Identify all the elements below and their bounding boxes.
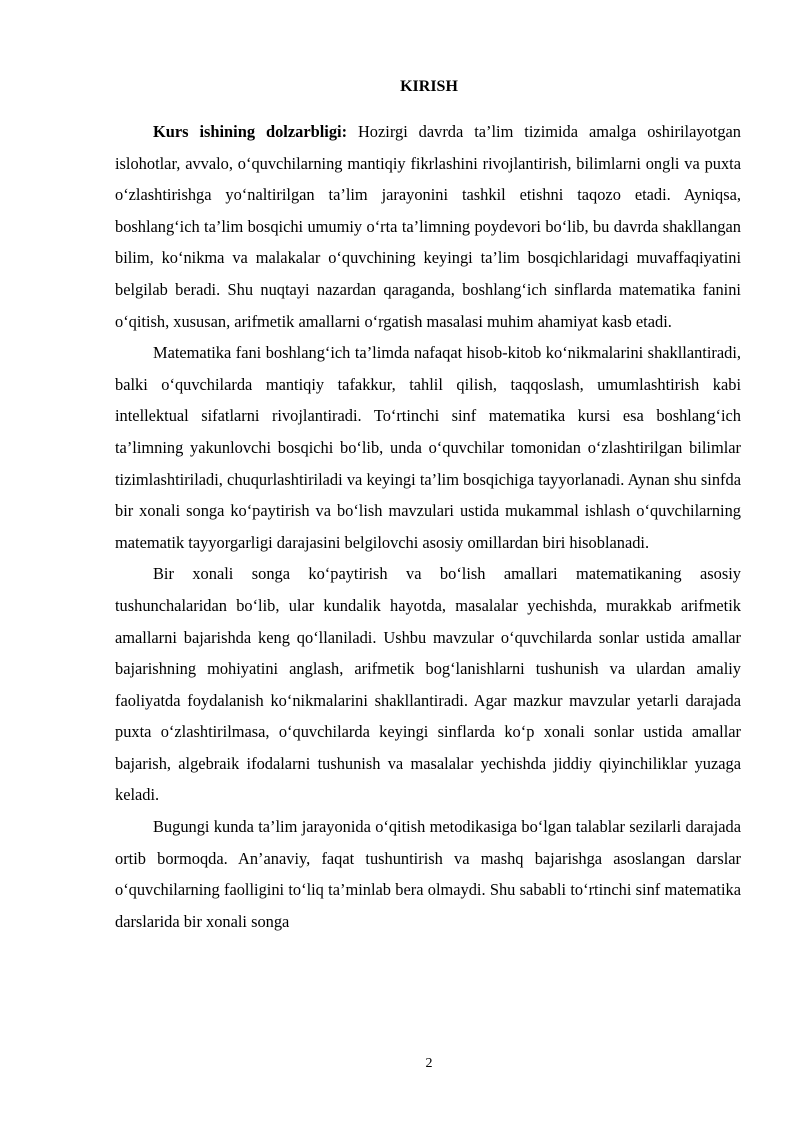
body-text — [115, 116, 741, 937]
paragraph-text: Hozirgi davrda ta’lim tizimida amalga oshirilayotgan islohotlar, avvalo, o‘quvchilarning mantiqiy fikrlashini rivojlantirish, bilimlarni ongli va puxta o‘zlashtirishga yo‘naltirilgan ta’lim jarayonini tashkil etishni taqozo etadi. Ayniqsa, boshlang‘ich ta’lim bosqichi umumiy o‘rta ta’limning poydevori bo‘lib, bu davrda shakllangan bilim, ko‘nikma va malakalar o‘quvchining keyingi ta’lim bosqichlaridagi muvaffaqiyatini belgilab beradi. Shu nuqtayi nazardan qaraganda, boshlang‘ich sinflarda matematika fanini o‘qitish, xususan, arifmetik amallarni o‘rgatish masalasi muhim ahamiyat kasb etadi. — [115, 122, 741, 331]
paragraph: Matematika fani boshlang‘ich ta’limda nafaqat hisob-kitob ko‘nikmalarini shakllantiradi, balki o‘quvchilarda mantiqiy tafakkur, tahlil qilish, taqqoslash, umumlashtirish kabi intellektual sifatlarni rivojlantiradi. To‘rtinchi sinf matematika kursi esa boshlang‘ich ta’limning yakunlovchi bosqichi bo‘lib, unda o‘quvchilar tomonidan o‘zlashtirilgan bilimlar tizimlashtiriladi, chuqurlashtiriladi va keyingi ta’lim bosqichiga tayyorlanadi. Aynan shu sinfda bir xonali songa ko‘paytirish va bo‘lish mavzulari ustida mukammal ishlash o‘quvchilarning matematik tayyorgarligi darajasini belgilovchi asosiy omillardan biri hisoblanadi. — [115, 343, 741, 552]
page-number: 2 — [425, 1056, 433, 1071]
paragraph: Bir xonali songa ko‘paytirish va bo‘lish amallari matematikaning asosiy tushunchalaridan bo‘lib, ular kundalik hayotda, masalalar yechishda, murakkab arifmetik amallarni bajarishda keng qo‘llaniladi. Ushbu mavzular o‘quvchilarda sonlar ustida amallar bajarishning mohiyatini anglash, arifmetik bog‘lanishlarni tushunish va ulardan amaliy faoliyatda foydalanish ko‘nikmalarini shakllantiradi. Agar mazkur mavzular yetarli darajada puxta o‘zlashtirilmasa, o‘quvchilarda keyingi sinflarda ko‘p xonali sonlar ustida amallar bajarish, algebraik ifodalarni tushunish va masalalar yechishda jiddiy qiyinchiliklar yuzaga keladi. — [115, 564, 741, 805]
paragraph: Bugungi kunda ta’lim jarayonida o‘qitish metodikasiga bo‘lgan talablar sezilarli darajada ortib bormoqda. An’anaviy, faqat tushuntirish va mashq bajarishga asoslangan darslar o‘quvchilarning faolligini to‘liq ta’minlab bera olmaydi. Shu sababli to‘rtinchi sinf matematika darslarida bir xonali songa — [115, 817, 741, 931]
paragraph-relevance — [115, 116, 741, 337]
page-heading: KIRISH — [400, 78, 458, 95]
paragraph-lead: Kurs ishining dolzarbligi: — [153, 122, 348, 141]
